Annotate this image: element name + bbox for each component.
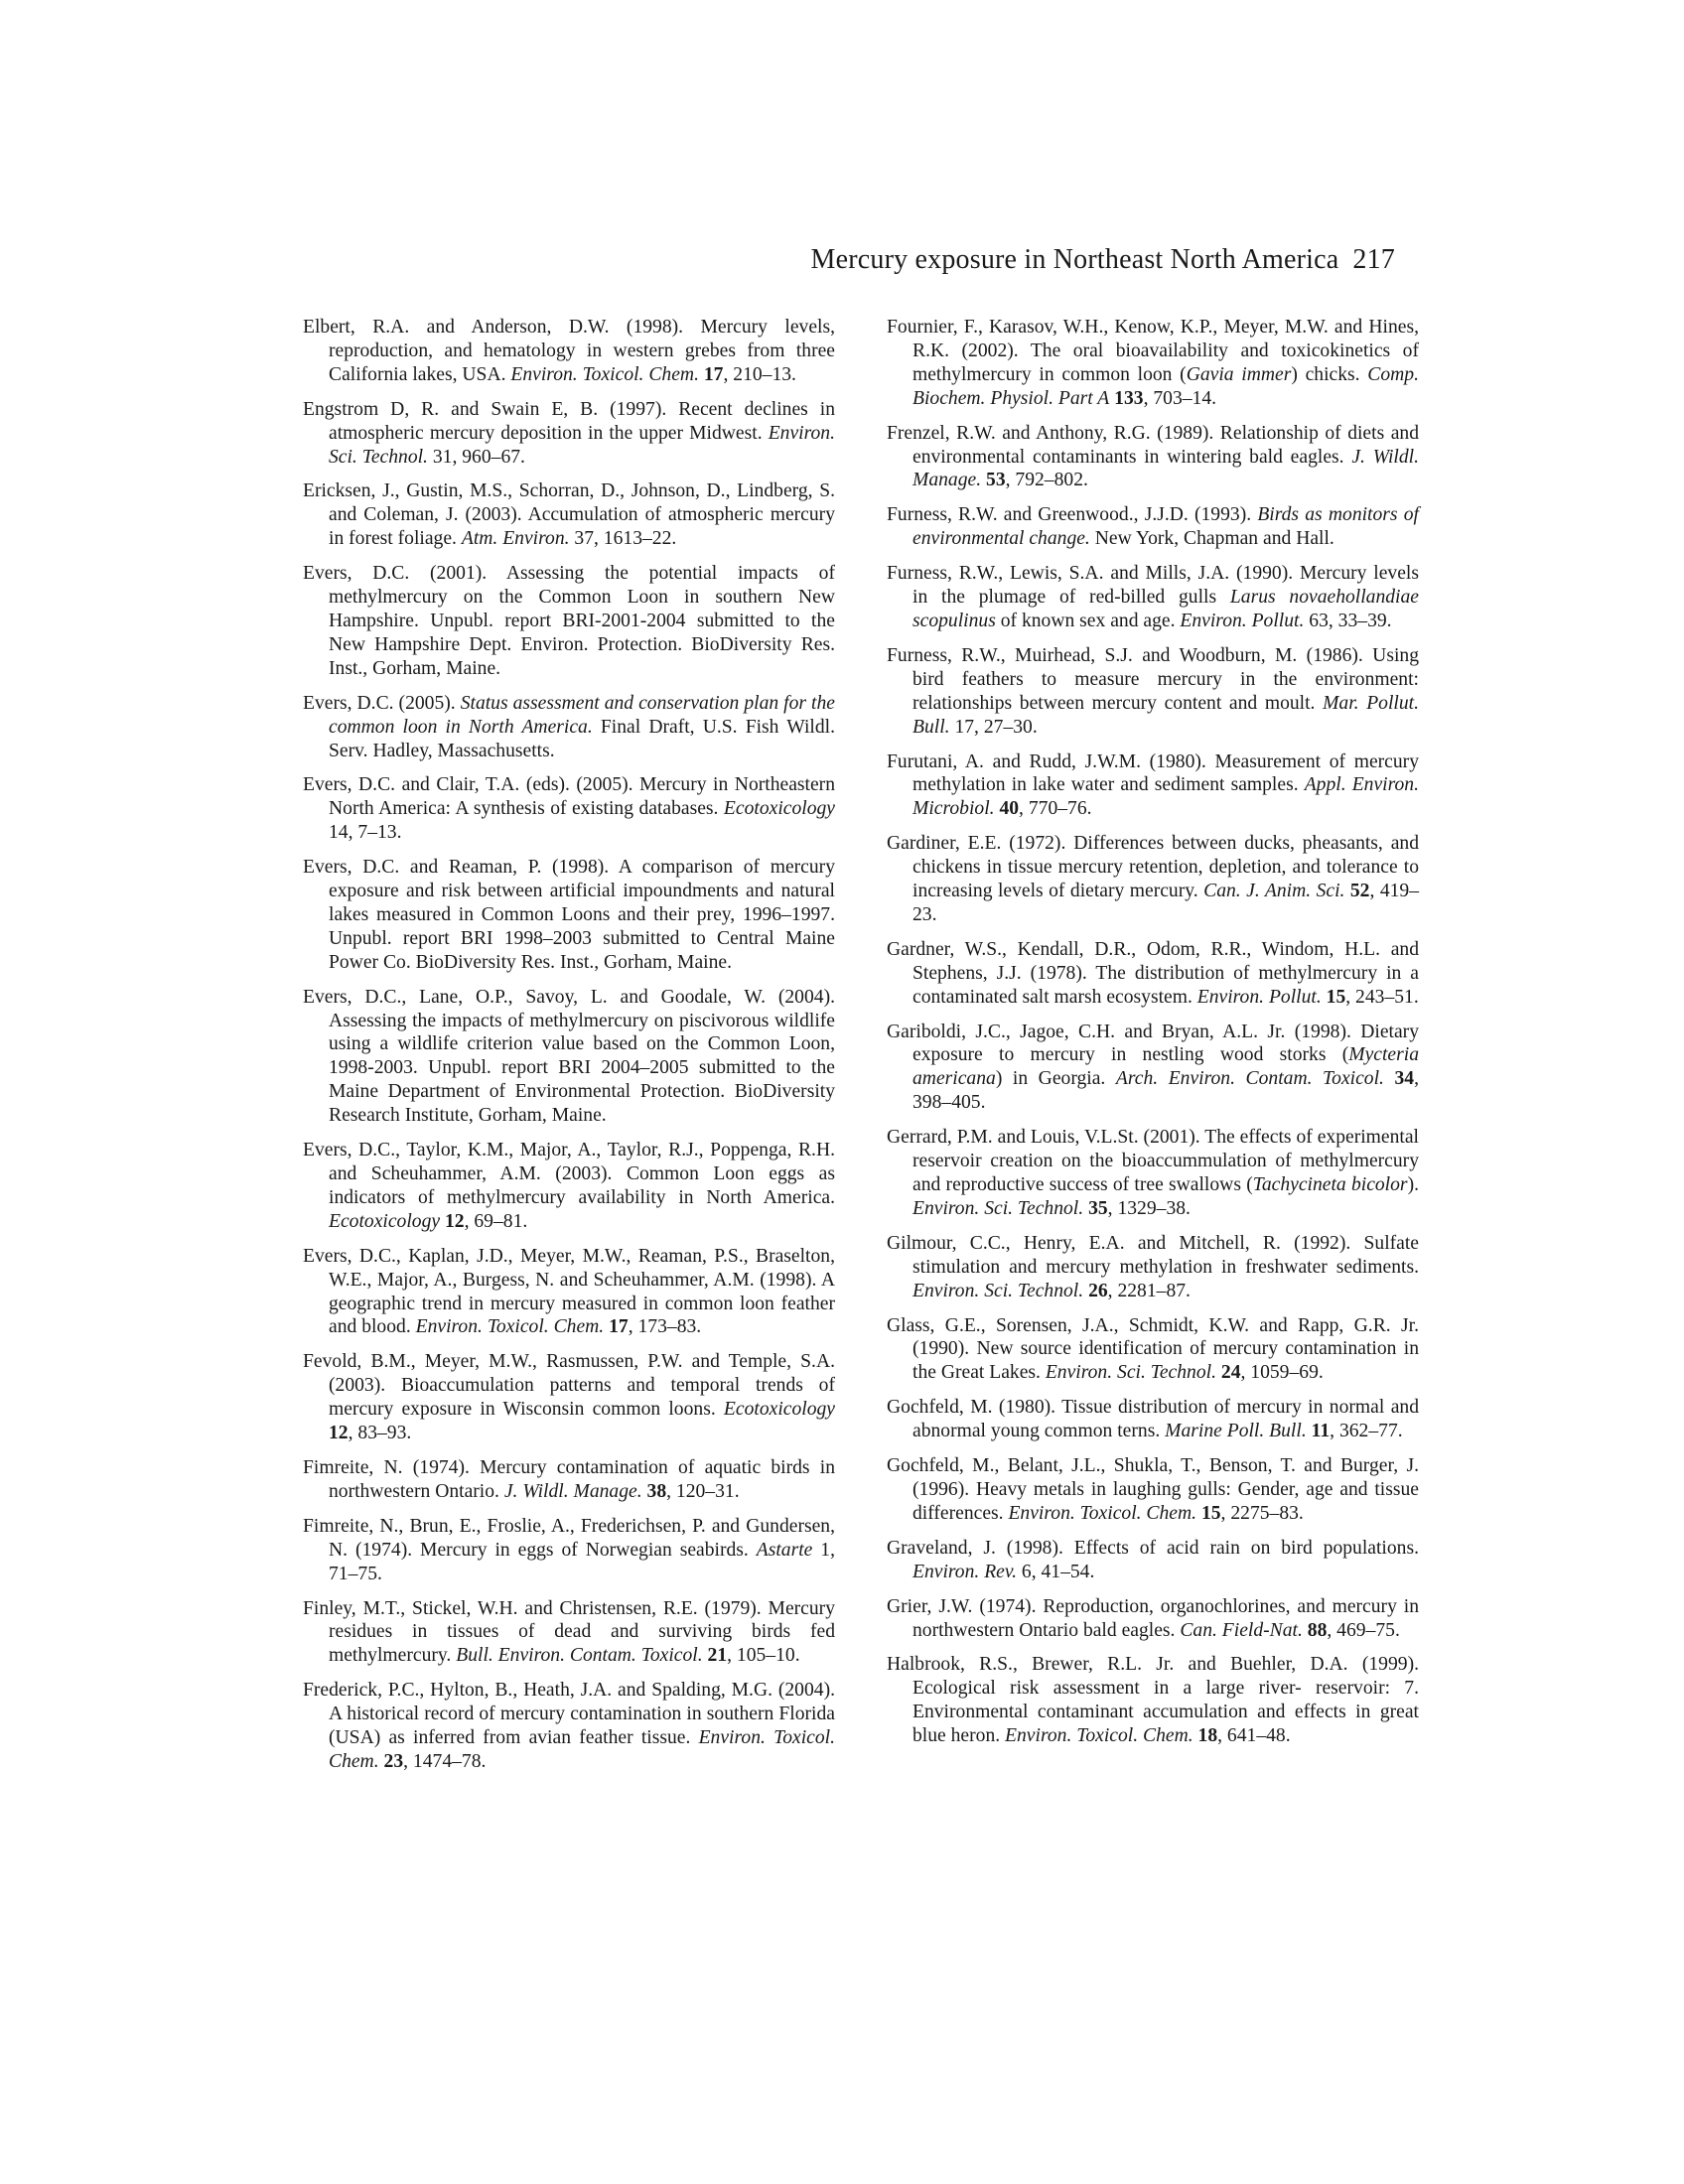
- reference-entry: [303, 479, 835, 551]
- reference-volume: 17: [609, 1316, 629, 1338]
- reference-text: Gochfeld, M., Belant, J.L., Shukla, T., Benson, T. and Burger, J. (1996). Heavy metals in laughing gulls: Gender, age and tissue differences.: [887, 1455, 1419, 1524]
- reference-text: , 2275–83.: [1220, 1502, 1304, 1524]
- reference-text: Furutani, A. and Rudd, J.W.M. (1980). Measurement of mercury methylation in lake water and sediment samples.: [887, 751, 1419, 796]
- reference-italic-text: Marine Poll. Bull.: [1165, 1421, 1307, 1442]
- reference-text: Evers, D.C., Lane, O.P., Savoy, L. and Goodale, W. (2004). Assessing the impacts of methylmercury on piscivorous wildlife using a wildlife criterion value based on the Common Loon, 1998-2003. Unpubl. report BRI 2004–2005 submitted to the Maine Department of Environmental Protection. BioDiversity Research Institute, Gorham, Maine.: [303, 986, 835, 1127]
- reference-text: , 792–802.: [1005, 470, 1088, 491]
- reference-text: , 2281–87.: [1107, 1280, 1191, 1301]
- reference-italic-text: J. Wildl. Manage.: [912, 446, 1419, 491]
- reference-text: Gariboldi, J.C., Jagoe, C.H. and Bryan, A.L. Jr. (1998). Dietary exposure to mercury in nestling wood storks (: [887, 1021, 1419, 1066]
- reference-italic-text: Can. J. Anim. Sci.: [1203, 881, 1345, 902]
- reference-volume: 11: [1311, 1421, 1331, 1442]
- reference-entry: [303, 986, 835, 1128]
- reference-volume: 38: [646, 1480, 667, 1502]
- reference-volume: 52: [1349, 881, 1370, 902]
- reference-text: 37, 1613–22.: [569, 528, 677, 550]
- reference-entry: [303, 1139, 835, 1234]
- reference-entry: [303, 1245, 835, 1340]
- reference-volume: 15: [1200, 1502, 1221, 1524]
- reference-text: Evers, D.C. and Clair, T.A. (eds). (2005). Mercury in Northeastern North America: A synthesis of existing databases.: [303, 774, 835, 820]
- reference-entry: [887, 1314, 1419, 1386]
- reference-text: Furness, R.W. and Greenwood., J.J.D. (1993).: [887, 504, 1258, 526]
- reference-italic-text: Environ. Pollut.: [1180, 610, 1305, 631]
- reference-text: , 641–48.: [1217, 1725, 1291, 1747]
- reference-text: Graveland, J. (1998). Effects of acid rain on bird populations.: [887, 1537, 1419, 1559]
- reference-entry: [303, 316, 835, 387]
- reference-italic-text: Environ. Toxicol. Chem.: [415, 1316, 605, 1338]
- reference-entry: [303, 1515, 835, 1586]
- reference-entry: [887, 1454, 1419, 1526]
- reference-text: , 1059–69.: [1240, 1362, 1324, 1384]
- reference-text: 17, 27–30.: [949, 716, 1038, 738]
- reference-volume: 18: [1197, 1725, 1218, 1747]
- reference-entry: [303, 562, 835, 681]
- reference-volume: 15: [1326, 986, 1346, 1008]
- reference-text: Ericksen, J., Gustin, M.S., Schorran, D., Johnson, D., Lindberg, S. and Coleman, J. (2003). Accumulation of atmospheric mercury in forest foliage.: [303, 480, 835, 550]
- reference-entry: [303, 398, 835, 470]
- reference-italic-text: Mycteria americana: [912, 1044, 1419, 1090]
- reference-text: Finley, M.T., Stickel, W.H. and Christensen, R.E. (1979). Mercury residues in tissues of dead and surviving birds fed methylmercury.: [303, 1597, 835, 1667]
- reference-italic-text: J. Wildl. Manage.: [503, 1480, 642, 1502]
- reference-text: Fimreite, N. (1974). Mercury contamination of aquatic birds in northwestern Ontario.: [303, 1456, 835, 1502]
- reference-italic-text: Environ. Toxicol. Chem.: [1008, 1502, 1197, 1524]
- reference-text: Gilmour, C.C., Henry, E.A. and Mitchell, R. (1992). Sulfate stimulation and mercury methylation in freshwater sediments.: [887, 1232, 1419, 1278]
- running-title: Mercury exposure in Northeast North America: [810, 244, 1339, 275]
- reference-text: 14, 7–13.: [329, 822, 402, 844]
- reference-text: Gerrard, P.M. and Louis, V.L.St. (2001). The effects of experimental reservoir creation on the bioaccummulation of methylmercury and reproductive success of tree swallows (: [887, 1127, 1419, 1195]
- reference-text: , 120–31.: [666, 1480, 740, 1502]
- reference-entry: [887, 316, 1419, 411]
- reference-volume: 23: [383, 1750, 404, 1772]
- reference-entry: [887, 644, 1419, 740]
- reference-text: , 69–81.: [464, 1210, 528, 1232]
- reference-volume: 24: [1220, 1362, 1241, 1384]
- reference-italic-text: Environ. Sci. Technol.: [1045, 1362, 1216, 1384]
- reference-italic-text: Gavia immer: [1186, 363, 1292, 385]
- reference-text: , 105–10.: [727, 1645, 800, 1667]
- reference-italic-text: Bull. Environ. Contam. Toxicol.: [456, 1645, 703, 1667]
- reference-entry: [887, 1126, 1419, 1221]
- reference-volume: 12: [329, 1423, 349, 1444]
- reference-italic-text: Mar. Pollut. Bull.: [912, 692, 1419, 738]
- reference-italic-text: Atm. Environ.: [461, 528, 570, 550]
- reference-entry: [303, 1350, 835, 1445]
- reference-text: Gardiner, E.E. (1972). Differences between ducks, pheasants, and chickens in tissue mercury retention, depletion, and tolerance to increasing levels of dietary mercury.: [887, 833, 1419, 902]
- reference-volume: 26: [1088, 1280, 1108, 1301]
- reference-italic-text: Tachycineta bicolor: [1252, 1174, 1408, 1195]
- reference-text: ) chicks.: [1291, 363, 1368, 385]
- reference-text: 31, 960–67.: [427, 446, 525, 468]
- reference-text: Gardner, W.S., Kendall, D.R., Odom, R.R., Windom, H.L. and Stephens, J.J. (1978). The distribution of methylmercury in a contaminated salt marsh ecosystem.: [887, 938, 1419, 1008]
- reference-text: Elbert, R.A. and Anderson, D.W. (1998). Mercury levels, reproduction, and hematology in western grebes from three California lakes, USA.: [303, 317, 835, 385]
- reference-entry: [303, 692, 835, 763]
- reference-text: Final Draft, U.S. Fish Wildl. Serv. Hadley, Massachusetts.: [329, 716, 835, 761]
- reference-italic-text: Astarte: [756, 1539, 813, 1561]
- reference-italic-text: Environ. Rev.: [912, 1561, 1017, 1582]
- reference-text: Grier, J.W. (1974). Reproduction, organochlorines, and mercury in northwestern Ontario bald eagles.: [887, 1595, 1419, 1641]
- reference-text: Furness, R.W., Lewis, S.A. and Mills, J.A. (1990). Mercury levels in the plumage of red-billed gulls: [887, 563, 1419, 609]
- reference-italic-text: Can. Field-Nat.: [1180, 1619, 1303, 1641]
- reference-text: Halbrook, R.S., Brewer, R.L. Jr. and Buehler, D.A. (1999). Ecological risk assessment in a large river- reservoir: 7. Environmental contaminant accumulation and effects in great blue heron.: [887, 1654, 1419, 1747]
- reference-entry: [887, 422, 1419, 493]
- reference-entry: [887, 1537, 1419, 1584]
- reference-column-left: [303, 316, 835, 1785]
- reference-volume: 21: [707, 1645, 728, 1667]
- reference-text: of known sex and age.: [995, 610, 1181, 631]
- reference-text: Evers, D.C., Kaplan, J.D., Meyer, M.W., Reaman, P.S., Braselton, W.E., Major, A., Burgess, N. and Scheuhammer, A.M. (1998). A geographic trend in mercury measured in common loon feather and blood.: [303, 1245, 835, 1338]
- reference-italic-text: Comp. Biochem. Physiol. Part A: [912, 363, 1419, 409]
- reference-entry: [303, 856, 835, 975]
- reference-italic-text: Environ. Sci. Technol.: [912, 1197, 1084, 1219]
- reference-entry: [887, 1232, 1419, 1303]
- reference-text: Fournier, F., Karasov, W.H., Kenow, K.P., Meyer, M.W. and Hines, R.K. (2002). The oral bioavailability and toxicokinetics of methylmercury in common loon (: [887, 317, 1419, 385]
- reference-volume: 34: [1394, 1068, 1415, 1090]
- reference-text: Fevold, B.M., Meyer, M.W., Rasmussen, P.W. and Temple, S.A. (2003). Bioaccumulation patterns and temporal trends of mercury exposure in Wisconsin common loons.: [303, 1351, 835, 1421]
- reference-entry: [303, 1456, 835, 1504]
- reference-text: Evers, D.C. and Reaman, P. (1998). A comparison of mercury exposure and risk between artificial impoundments and natural lakes measured in Common Loons and their prey, 1996–1997. Unpubl. report BRI 1998–2003 submitted to Central Maine Power Co. BioDiversity Res. Inst., Gorham, Maine.: [303, 857, 835, 973]
- reference-entry: [887, 1021, 1419, 1116]
- reference-text: , 1329–38.: [1107, 1197, 1191, 1219]
- reference-entry: [887, 1595, 1419, 1643]
- reference-entry: [887, 1396, 1419, 1443]
- reference-text: Glass, G.E., Sorensen, J.A., Schmidt, K.W. and Rapp, G.R. Jr. (1990). New source identification of mercury contamination in the Great Lakes.: [887, 1314, 1419, 1384]
- reference-text: 1, 71–75.: [329, 1539, 836, 1584]
- reference-entry: [303, 1597, 835, 1669]
- reference-volume: 88: [1307, 1619, 1328, 1641]
- reference-italic-text: Larus novaehollandiae scopulinus: [912, 587, 1419, 631]
- reference-text: 6, 41–54.: [1017, 1561, 1095, 1582]
- reference-entry: [887, 751, 1419, 822]
- reference-volume: 133: [1114, 387, 1144, 409]
- reference-entry: [887, 503, 1419, 551]
- running-header: [811, 244, 1396, 276]
- reference-text: New York, Chapman and Hall.: [1089, 528, 1334, 550]
- page-number: 217: [1352, 244, 1395, 275]
- reference-text: Frederick, P.C., Hylton, B., Heath, J.A. and Spalding, M.G. (2004). A historical record of mercury contamination in southern Florida (USA) as inferred from avian feather tissue.: [303, 1680, 835, 1749]
- reference-text: ) in Georgia.: [995, 1068, 1116, 1090]
- reference-text: , 210–13.: [723, 363, 796, 385]
- reference-italic-text: Birds as monitors of environmental change.: [912, 504, 1419, 550]
- reference-text: , 398–405.: [912, 1068, 1419, 1114]
- reference-text: Evers, D.C., Taylor, K.M., Major, A., Taylor, R.J., Poppenga, R.H. and Scheuhammer, A.M. (2003). Common Loon eggs as indicators of methylmercury availability in North America.: [303, 1140, 835, 1208]
- reference-entry: [303, 1679, 835, 1774]
- reference-italic-text: Appl. Environ. Microbiol.: [912, 774, 1419, 820]
- reference-volume: 53: [986, 470, 1006, 491]
- reference-text: 63, 33–39.: [1304, 610, 1392, 631]
- reference-entry: [887, 832, 1419, 927]
- reference-italic-text: Status assessment and conservation plan for the common loon in North America.: [329, 692, 835, 738]
- reference-italic-text: Ecotoxicology: [723, 1399, 835, 1421]
- reference-text: Evers, D.C. (2001). Assessing the potential impacts of methylmercury on the Common Loon in southern New Hampshire. Unpubl. report BRI-2001-2004 submitted to the New Hampshire Dept. Environ. Protection. BioDiversity Res. Inst., Gorham, Maine.: [303, 563, 835, 679]
- reference-volume: 40: [999, 798, 1020, 820]
- reference-volume: 12: [444, 1210, 465, 1232]
- reference-entry: [887, 562, 1419, 633]
- reference-italic-text: Ecotoxicology: [329, 1210, 441, 1232]
- reference-italic-text: Environ. Sci. Technol.: [912, 1280, 1084, 1301]
- reference-text: [1384, 1068, 1395, 1089]
- reference-text: , 703–14.: [1143, 387, 1217, 409]
- reference-italic-text: Environ. Toxicol. Chem.: [329, 1727, 835, 1772]
- reference-text: , 1474–78.: [403, 1750, 487, 1772]
- reference-text: , 770–76.: [1019, 798, 1092, 820]
- reference-text: Frenzel, R.W. and Anthony, R.G. (1989). Relationship of diets and environmental contaminants in wintering bald eagles.: [887, 422, 1419, 468]
- reference-volume: 17: [703, 363, 724, 385]
- reference-entry: [887, 938, 1419, 1010]
- reference-column-right: [887, 316, 1419, 1759]
- reference-text: Gochfeld, M. (1980). Tissue distribution of mercury in normal and abnormal young common terns.: [887, 1397, 1419, 1442]
- reference-text: Evers, D.C. (2005).: [303, 692, 461, 714]
- reference-italic-text: Arch. Environ. Contam. Toxicol.: [1115, 1068, 1384, 1090]
- reference-volume: 35: [1088, 1197, 1108, 1219]
- reference-text: , 469–75.: [1327, 1619, 1400, 1641]
- reference-text: , 83–93.: [348, 1423, 412, 1444]
- reference-italic-text: Environ. Toxicol. Chem.: [1005, 1725, 1193, 1747]
- reference-text: , 362–77.: [1330, 1421, 1403, 1442]
- reference-text: , 243–51.: [1345, 986, 1419, 1008]
- reference-entry: [303, 773, 835, 845]
- reference-text: , 419–23.: [912, 881, 1420, 925]
- reference-italic-text: Environ. Toxicol. Chem.: [510, 363, 699, 385]
- reference-text: , 173–83.: [628, 1316, 702, 1338]
- reference-italic-text: Ecotoxicology: [723, 798, 835, 820]
- reference-text: Fimreite, N., Brun, E., Froslie, A., Frederichsen, P. and Gundersen, N. (1974). Mercury in eggs of Norwegian seabirds.: [303, 1515, 835, 1561]
- reference-italic-text: Environ. Sci. Technol.: [329, 422, 835, 468]
- reference-text: Furness, R.W., Muirhead, S.J. and Woodburn, M. (1986). Using bird feathers to measure mercury in the environment: relationships between mercury content and moult.: [887, 644, 1419, 714]
- reference-entry: [887, 1653, 1419, 1748]
- reference-italic-text: Environ. Pollut.: [1196, 986, 1322, 1008]
- reference-text: Engstrom D, R. and Swain E, B. (1997). Recent declines in atmospheric mercury deposition in the upper Midwest.: [303, 398, 835, 444]
- reference-text: ).: [1407, 1174, 1419, 1195]
